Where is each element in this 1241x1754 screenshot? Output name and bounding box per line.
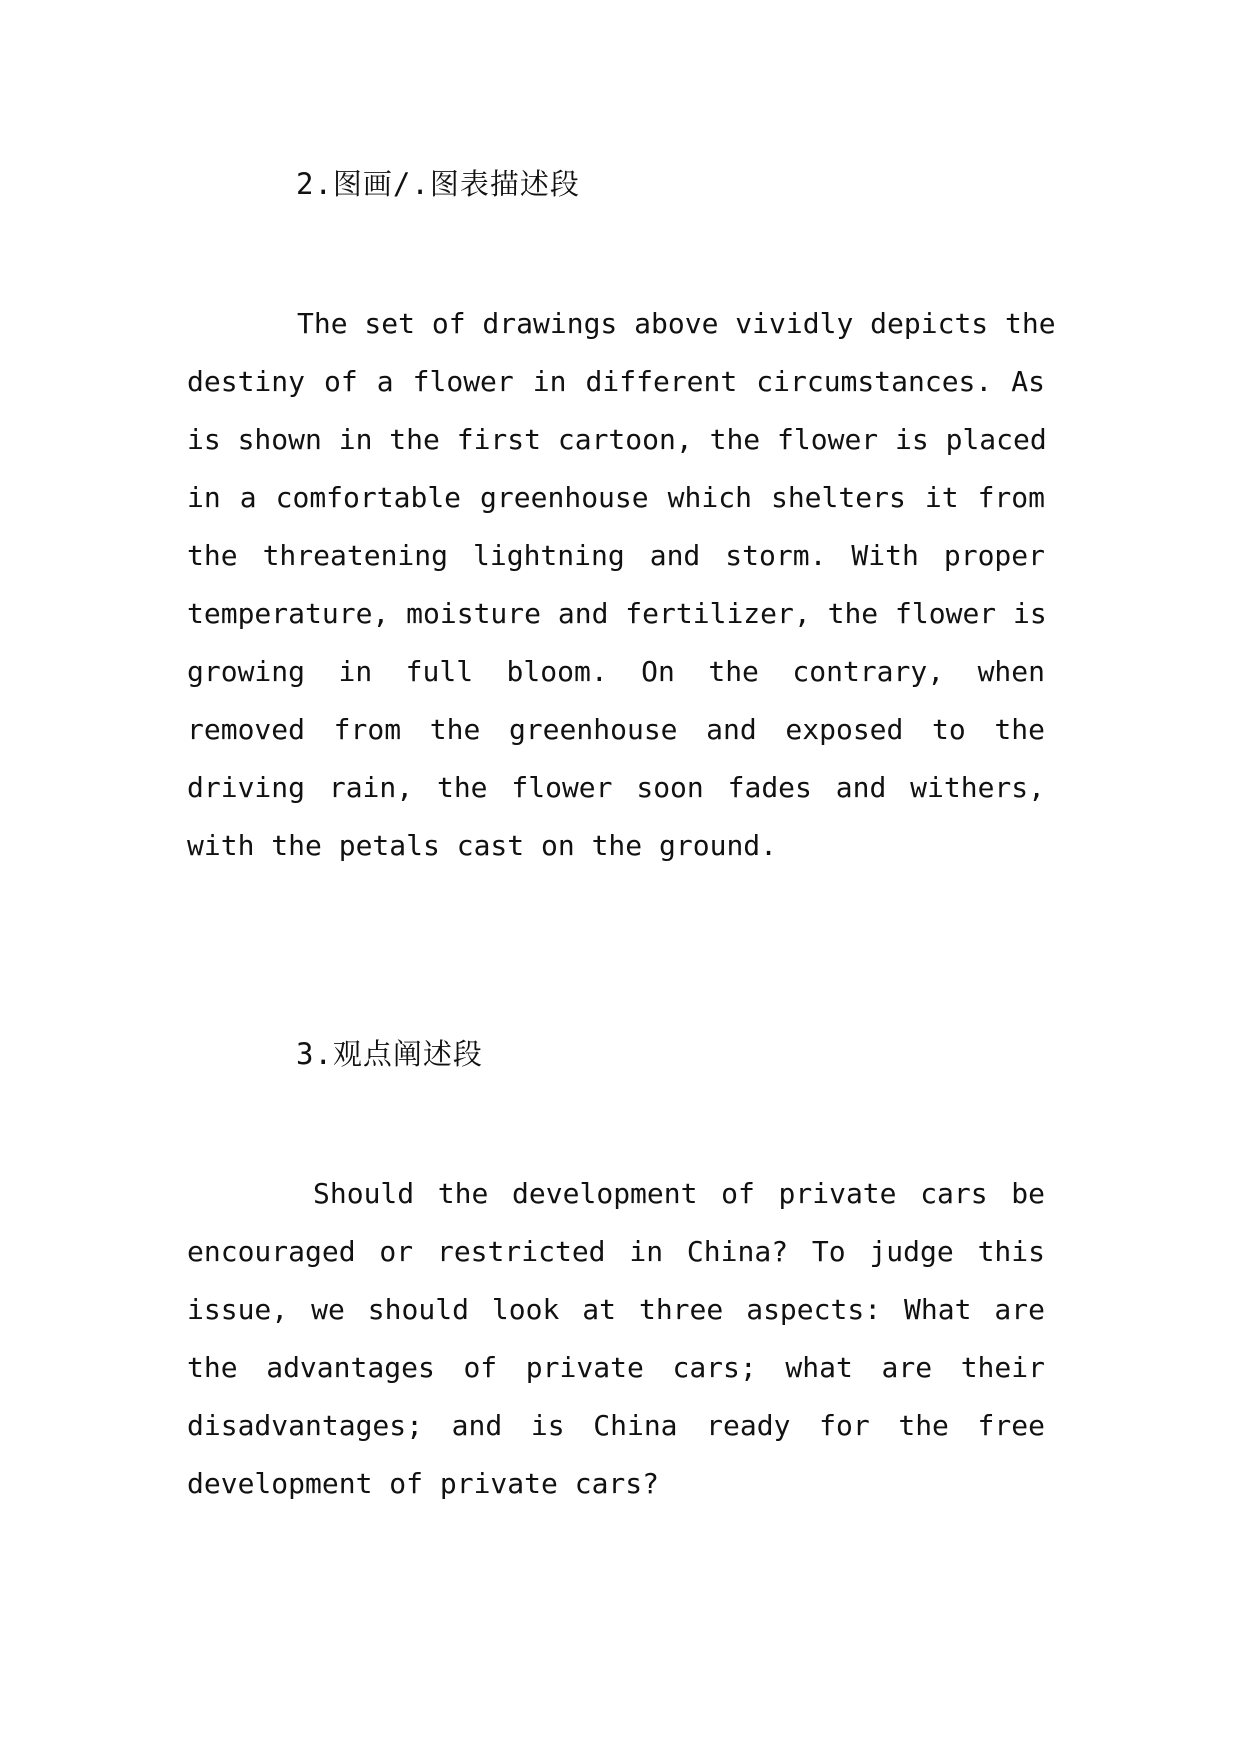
paragraph-line: with the petals cast on the ground. — [187, 829, 778, 862]
paragraph-line: in a comfortable greenhouse which shelters it from — [187, 481, 1045, 514]
paragraph-line: destiny of a flower in different circumstances. As — [187, 365, 1045, 398]
paragraph-line: encouraged or restricted in China? To judge this — [187, 1235, 1045, 1268]
paragraph-line: the threatening lightning and storm. With proper — [187, 539, 1045, 572]
paragraph-line: development of private cars? — [187, 1467, 660, 1500]
paragraph-line: the advantages of private cars; what are their — [187, 1351, 1045, 1384]
paragraph-line: is shown in the first cartoon, the flower is placed — [187, 423, 1047, 456]
paragraph-line: temperature, moisture and fertilizer, the flower is — [187, 597, 1047, 630]
paragraph-line: driving rain, the flower soon fades and withers, — [187, 771, 1045, 804]
section-heading-viewpoint: 3.观点阐述段 — [296, 1037, 483, 1071]
paragraph-line: issue, we should look at three aspects: What are — [187, 1293, 1045, 1326]
paragraph-line: removed from the greenhouse and exposed to the — [187, 713, 1045, 746]
paragraph-line: growing in full bloom. On the contrary, when — [187, 655, 1045, 688]
paragraph-line: disadvantages; and is China ready for the free — [187, 1409, 1045, 1442]
paragraph-line: The set of drawings above vividly depicts the — [297, 307, 1056, 340]
paragraph-line: Should the development of private cars be — [313, 1177, 1045, 1210]
section-heading-picture-description: 2.图画/.图表描述段 — [296, 167, 580, 201]
paragraph-picture-description — [187, 295, 1056, 875]
paragraph-viewpoint — [187, 1165, 1045, 1513]
